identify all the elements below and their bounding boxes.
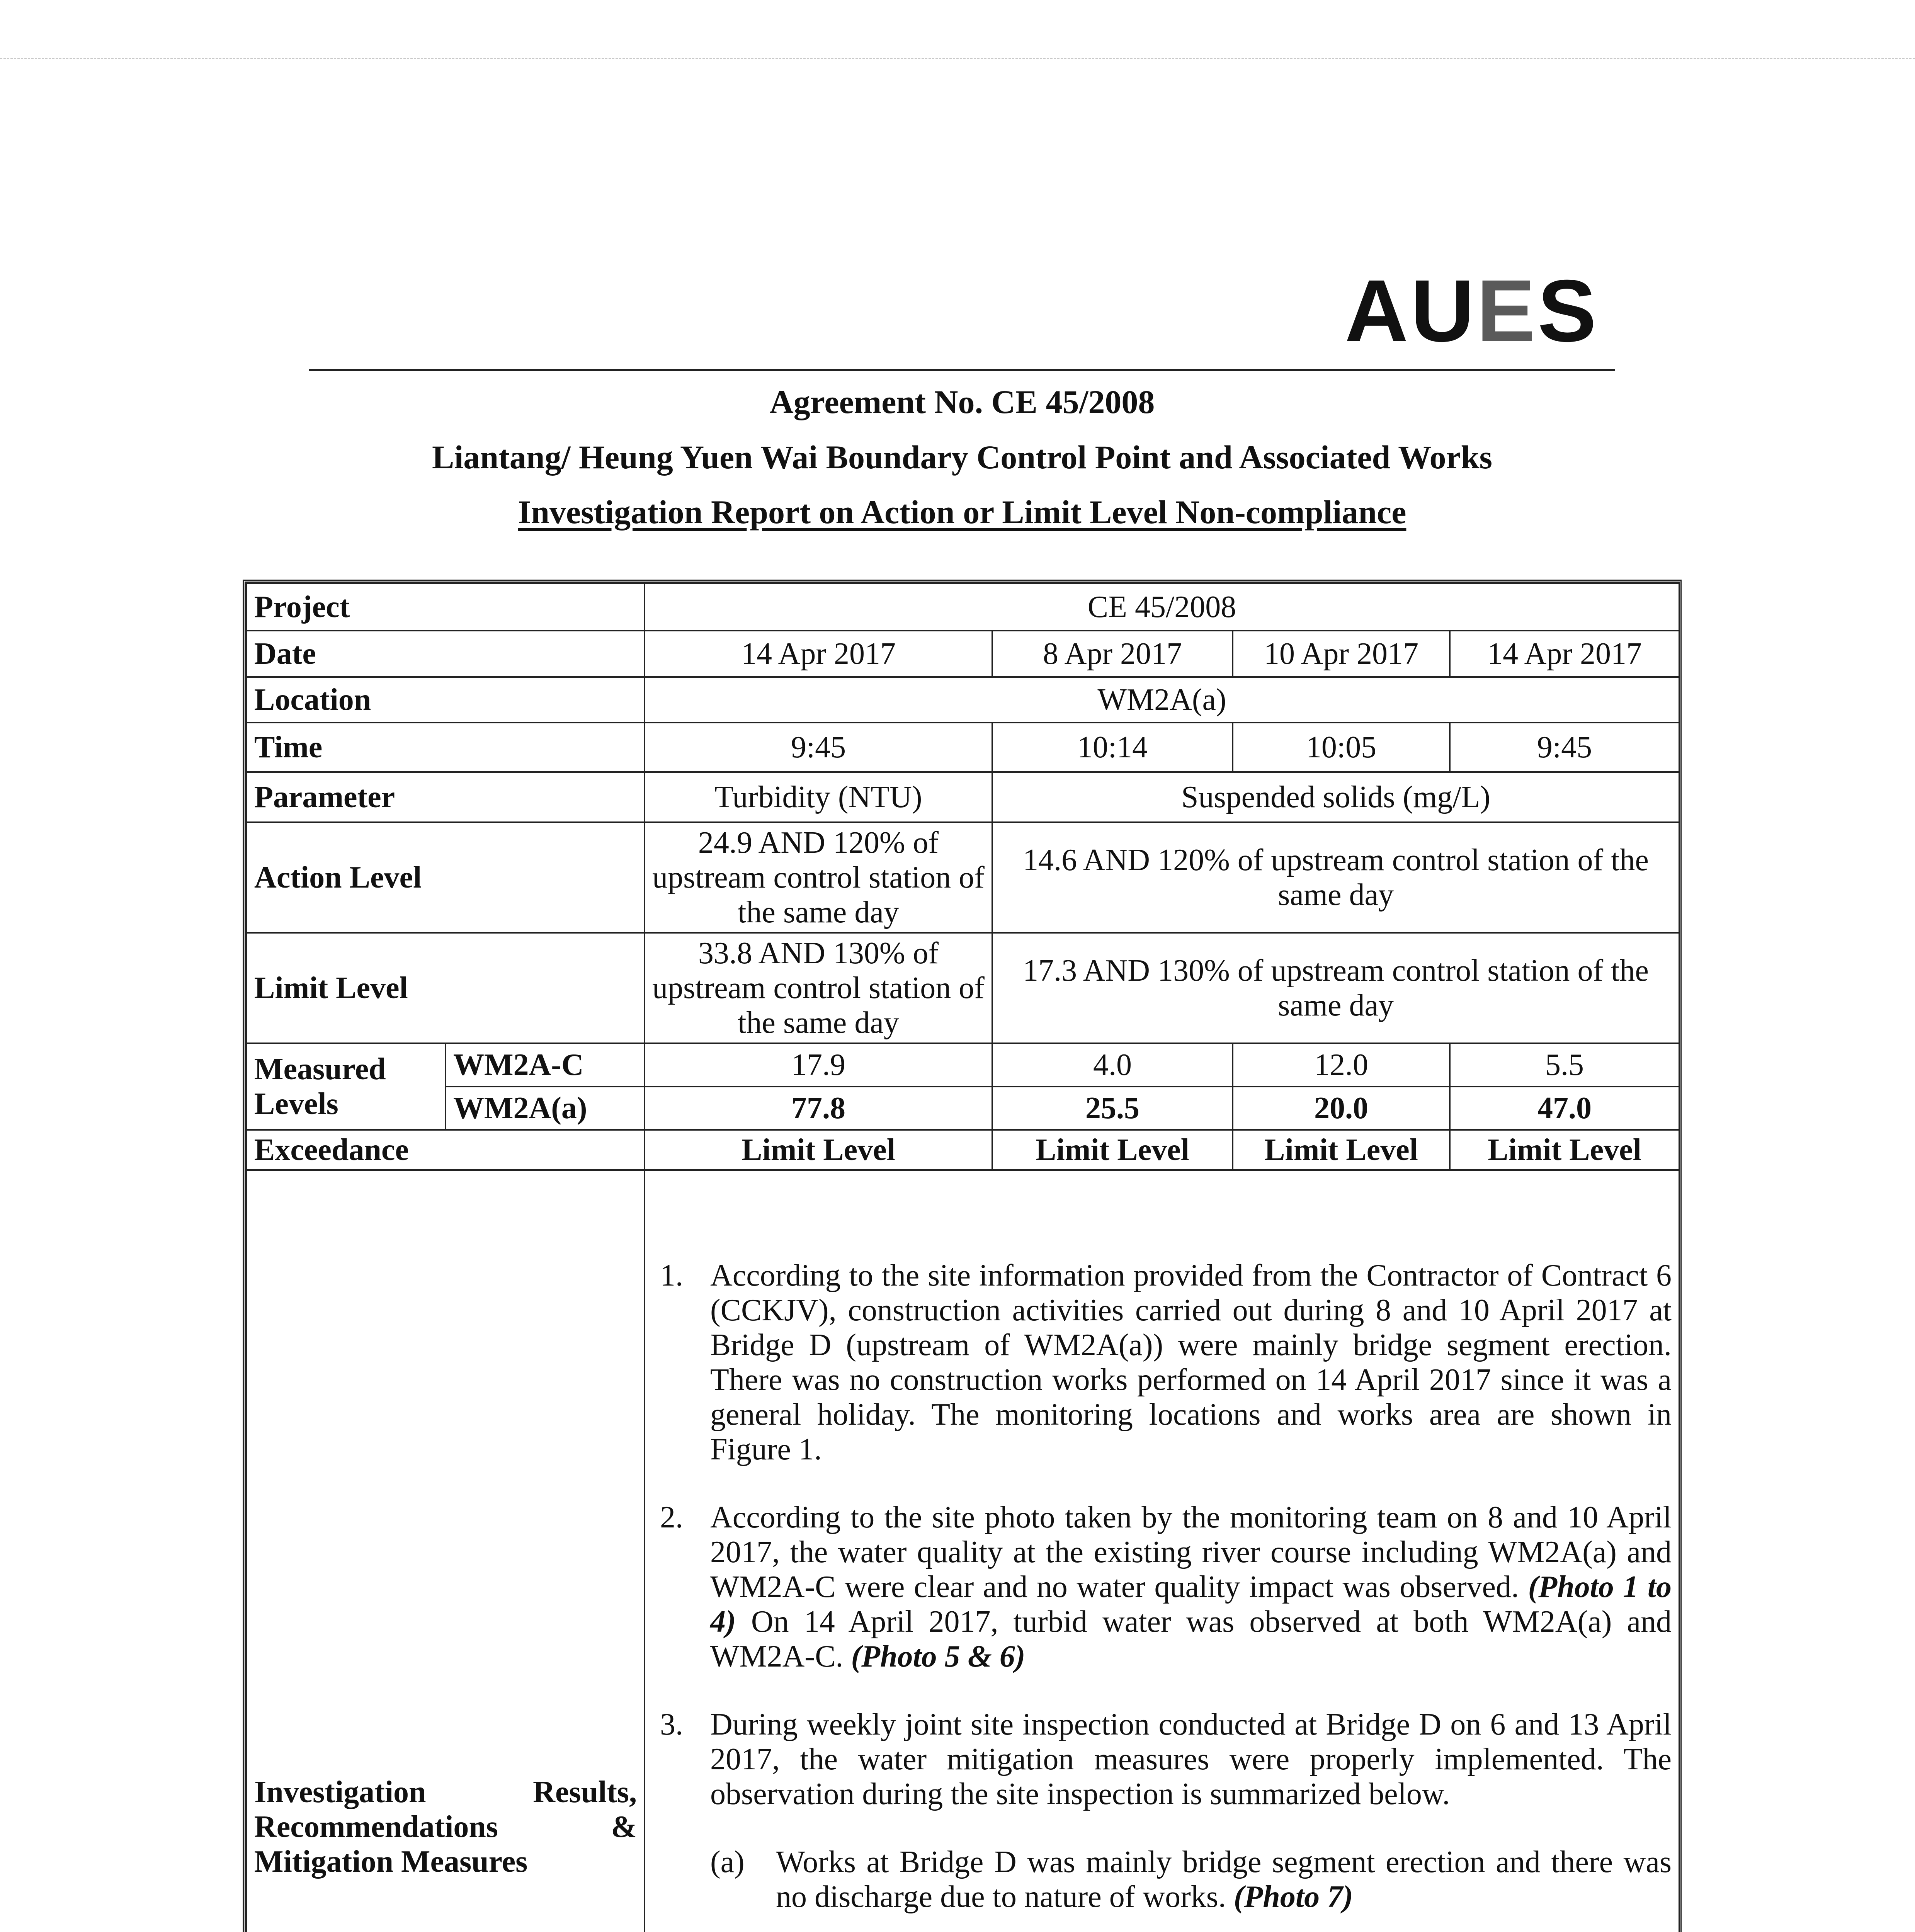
time-cell: 10:14	[992, 723, 1233, 772]
action-level-turbidity: 24.9 AND 120% of upstream control station of the same day	[645, 822, 992, 933]
report-grid	[246, 583, 1680, 1932]
time-cell: 9:45	[645, 723, 992, 772]
finding-item: 2. According to the site photo taken by the monitoring team on 8 and 10 April 2017, the water quality at the existing river course including WM2A(a) and WM2A-C were clear and no water quality impact was observed. (Photo 1 to 4) On 14 April 2017, turbid water was observed at both WM2A(a) and WM2A-C. (Photo 5 & 6)	[660, 1500, 1672, 1673]
findings-cell	[645, 1170, 1679, 1932]
impact-value: 47.0	[1450, 1087, 1679, 1130]
parameter-row	[247, 772, 1679, 822]
impact-value: 25.5	[992, 1087, 1233, 1130]
project-label: Project	[247, 583, 645, 631]
location-label: Location	[247, 677, 645, 723]
finding-item: 1. According to the site information provided from the Contractor of Contract 6 (CCKJV), construction activities carried out during 8 and 10 April 2017 at Bridge D (upstream of WM2A(a)) were mainly bridge segment erection. There was no construction works performed on 14 April 2017 since it was a general holiday. The monitoring locations and works area are shown in Figure 1.	[660, 1259, 1672, 1466]
date-cell: 14 Apr 2017	[645, 631, 992, 677]
observation-list	[710, 1845, 1672, 1932]
impact-value: 77.8	[645, 1087, 992, 1130]
investigation-label: Investigation Results, Recommendations & Mitigation Measures	[254, 1775, 637, 1879]
aues-logo: AUES	[1345, 262, 1599, 360]
exceedance-label: Exceedance	[247, 1130, 645, 1170]
report-title: Investigation Report on Action or Limit Level Non-compliance	[518, 493, 1406, 531]
exceedance-cell: Limit Level	[1233, 1130, 1450, 1170]
parameter-suspended-solids: Suspended solids (mg/L)	[992, 772, 1679, 822]
project-title: Liantang/ Heung Yuen Wai Boundary Control Point and Associated Works	[432, 439, 1492, 476]
limit-level-turbidity: 33.8 AND 130% of upstream control station of the same day	[645, 933, 992, 1043]
date-label: Date	[247, 631, 645, 677]
control-value: 5.5	[1450, 1043, 1679, 1087]
limit-level-suspended-solids: 17.3 AND 130% of upstream control station of the same day	[992, 933, 1679, 1043]
header-rule	[309, 369, 1615, 371]
project-row	[247, 583, 1679, 631]
action-level-label: Action Level	[247, 822, 645, 933]
station-impact-label: WM2A(a)	[446, 1087, 645, 1130]
scan-artifact-top	[0, 58, 1915, 59]
exceedance-cell: Limit Level	[992, 1130, 1233, 1170]
parameter-label: Parameter	[247, 772, 645, 822]
date-cell: 10 Apr 2017	[1233, 631, 1450, 677]
control-value: 17.9	[645, 1043, 992, 1087]
time-cell: 10:05	[1233, 723, 1450, 772]
exceedance-row	[247, 1130, 1679, 1170]
investigation-row	[247, 1170, 1679, 1932]
station-control-label: WM2A-C	[446, 1043, 645, 1087]
time-row	[247, 723, 1679, 772]
finding-item: 3. During weekly joint site inspection conducted at Bridge D on 6 and 13 April 2017, the water mitigation measures were properly implemented. The observation during the site inspection is summarized below. (a) Works at Bridge D was mainly bridge segment erection and there was no discharge due to nature of works. (Photo 7)	[652, 1707, 1672, 1932]
control-value: 12.0	[1233, 1043, 1450, 1087]
agreement-number: Agreement No. CE 45/2008	[769, 383, 1155, 420]
exceedance-cell: Limit Level	[1450, 1130, 1679, 1170]
observation-item: (a) Works at Bridge D was mainly bridge segment erection and there was no discharge due to nature of works. (Photo 7)	[710, 1845, 1672, 1914]
limit-level-label: Limit Level	[247, 933, 645, 1043]
project-value: CE 45/2008	[645, 583, 1679, 631]
date-cell: 14 Apr 2017	[1450, 631, 1679, 677]
location-value: WM2A(a)	[645, 677, 1679, 723]
measured-levels-label: Measured Levels	[247, 1043, 446, 1130]
investigation-report-table	[243, 580, 1682, 1932]
investigation-label-cell	[247, 1170, 645, 1932]
findings-list	[652, 1258, 1672, 1932]
limit-level-row	[247, 933, 1679, 1043]
date-row	[247, 631, 1679, 677]
parameter-turbidity: Turbidity (NTU)	[645, 772, 992, 822]
time-label: Time	[247, 723, 645, 772]
measured-control-row	[247, 1043, 1679, 1087]
location-row	[247, 677, 1679, 723]
date-cell: 8 Apr 2017	[992, 631, 1233, 677]
exceedance-cell: Limit Level	[645, 1130, 992, 1170]
time-cell: 9:45	[1450, 723, 1679, 772]
impact-value: 20.0	[1233, 1087, 1450, 1130]
measured-impact-row	[247, 1087, 1679, 1130]
action-level-row	[247, 822, 1679, 933]
action-level-suspended-solids: 14.6 AND 120% of upstream control station of the same day	[992, 822, 1679, 933]
control-value: 4.0	[992, 1043, 1233, 1087]
